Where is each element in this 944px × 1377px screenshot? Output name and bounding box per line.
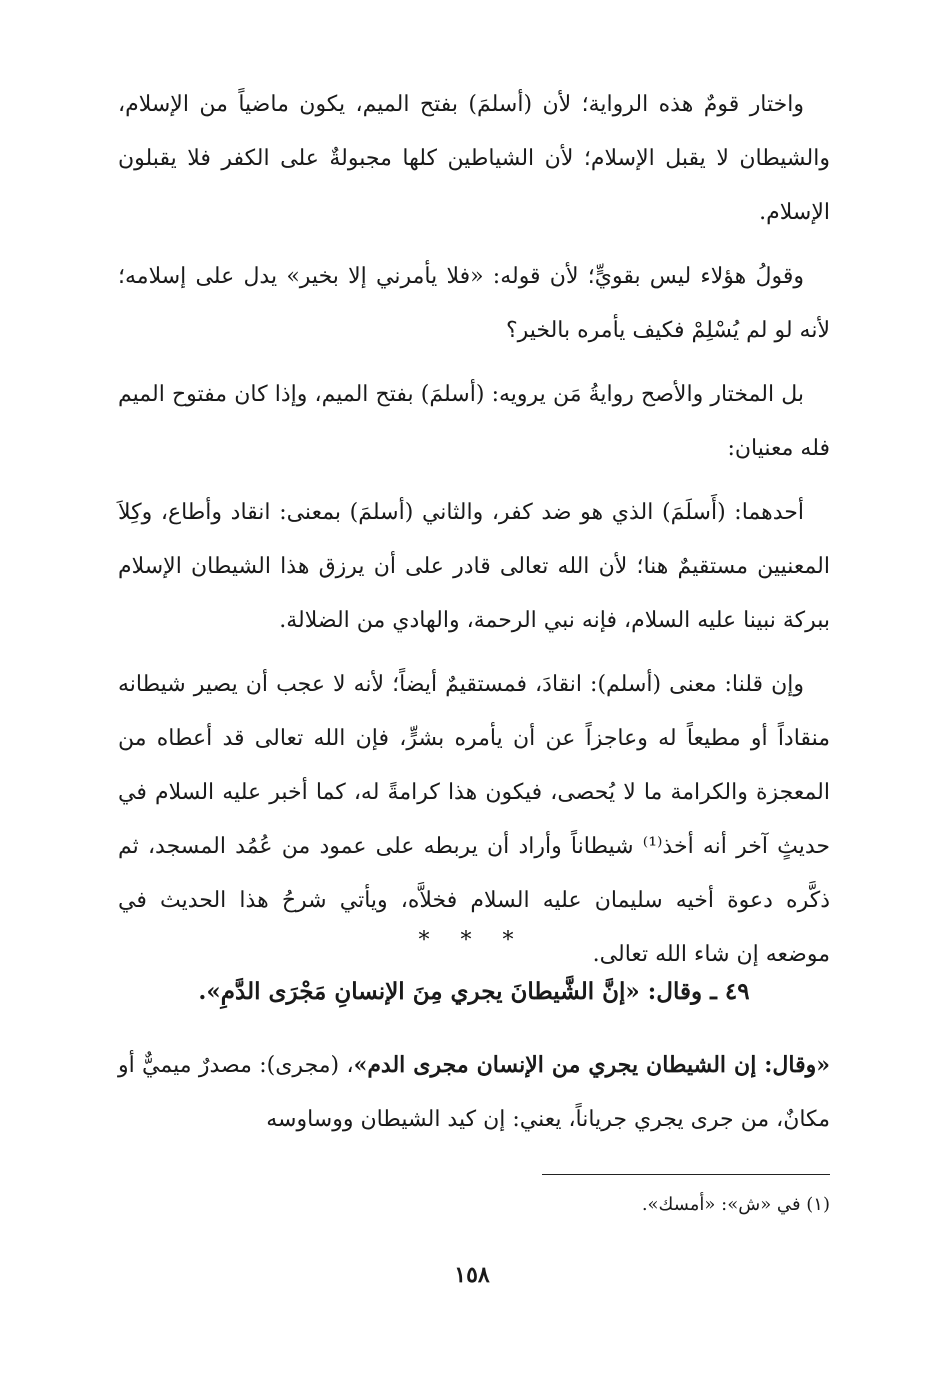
footnote: (١) في «ش»: «أمسك».	[641, 1194, 830, 1215]
main-text-block	[118, 78, 830, 992]
paragraph-2: وقولُ هؤلاء ليس بقويٍّ؛ لأن قوله: «فلا يأمرني إلا بخير» يدل على إسلامه؛ لأنه لو لم يُسْلِمْ فكيف يأمره بالخير؟	[118, 264, 830, 343]
section-separator: * * *	[418, 928, 526, 953]
page-number: ١٥٨	[454, 1262, 490, 1288]
commentary-text: ، (مجرى): مصدرٌ ميميٌّ أو مكانٌ، من جرى يجري جرياناً، يعني: إن كيد الشيطان ووساوسه	[118, 1053, 830, 1132]
paragraph-4: أحدهما: (أَسلَمَ) الذي هو ضد كفر، والثاني (أسلمَ) بمعنى: انقاد وأطاع، وكِلاَ المعنيين مستقيمٌ هنا؛ لأن الله تعالى قادر على أن يرزق هذا الشيطان الإسلام ببركة نبينا عليه السلام، فإنه نبي الرحمة، والهادي من الضلالة.	[118, 500, 830, 633]
paragraph-1: واختار قومٌ هذه الرواية؛ لأن (أسلمَ) بفتح الميم، يكون ماضياً من الإسلام، والشيطان لا يقبل الإسلام؛ لأن الشياطين كلها مجبولةٌ على الكفر فلا يقبلون الإسلام.	[118, 92, 830, 225]
paragraph-3: بل المختار والأصح روايةُ مَن يرويه: (أسلمَ) بفتح الميم، وإذا كان مفتوح الميم فله معنيان:	[118, 382, 830, 461]
commentary-quote: «وقال: إن الشيطان يجري من الإنسان مجرى الدم»	[353, 1052, 830, 1078]
commentary-paragraph	[118, 1038, 830, 1147]
paragraph-5: وإن قلنا: معنى (أسلم): انقادَ، فمستقيمٌ أيضاً؛ لأنه لا عجب أن يصير شيطانه منقاداً أو مطيعاً له وعاجزاً عن أن يأمره بشرٍّ، فإن الله تعالى قد أعطاه من المعجزة والكرامة ما لا يُحصى، فيكون هذا كرامةً له، كما أخبر عليه السلام في حديثٍ آخر أنه أخذ⁽¹⁾ شيطاناً وأراد أن يربطه على عمود من عُمُد المسجد، ثم ذكَّره دعوة أخيه سليمان عليه السلام فخلاَّه، ويأتي شرحُ هذا الحديث في موضعه إن شاء الله تعالى.	[118, 672, 831, 967]
footnote-divider	[542, 1174, 830, 1175]
hadith-heading: ٤٩ ـ وقال: «إنَّ الشَّيطانَ يجري مِنَ الإنسانِ مَجْرَى الدَّمِ».	[198, 978, 750, 1005]
